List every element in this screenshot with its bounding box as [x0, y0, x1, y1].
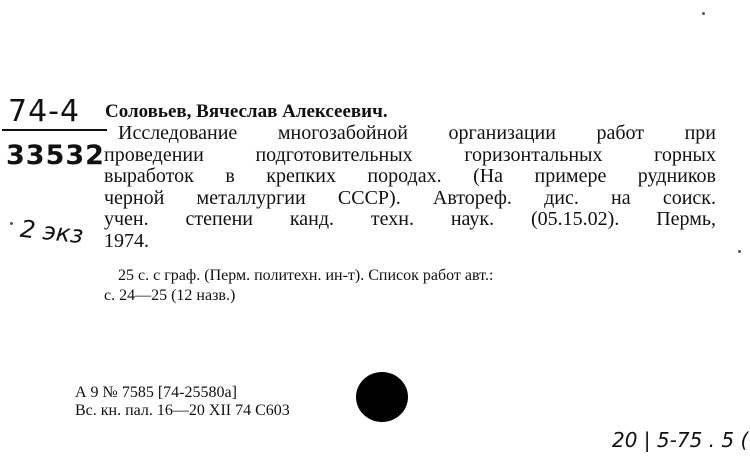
punch-hole	[356, 372, 408, 422]
notes-line: с. 24—25 (12 назв.)	[104, 287, 236, 304]
title-line: выработок в крепких породах. (На примере рудников	[104, 165, 716, 187]
call-number-underline	[2, 129, 107, 131]
title-line: 1974.	[104, 229, 149, 252]
title-line: черной металлургии СССР). Автореф. дис. на соиск.	[104, 186, 716, 209]
chamber-record: Вс. кн. пал. 16—20 XII 74 С603	[75, 402, 290, 419]
physical-description	[104, 266, 716, 306]
title-line: учен. степени канд. техн. наук. (05.15.02). Пермь,	[104, 208, 716, 230]
title-description	[104, 123, 716, 252]
title-line: Исследование многозабойной организации работ при	[118, 122, 716, 144]
scan-speck	[702, 12, 705, 15]
corner-handwritten-stamp: 20 | 5-75 . 5 (	[612, 428, 749, 452]
handwritten-copies-note: 2 экз	[18, 214, 85, 250]
notes-line: 25 с. с граф. (Перм. политехн. ин-т). Список работ авт.:	[118, 267, 494, 284]
registry-number: А 9 № 7585 [74-25580а]	[75, 384, 237, 401]
call-number-bottom: 33532	[6, 140, 105, 171]
registry-footer	[75, 384, 290, 420]
scan-speck	[738, 250, 741, 253]
call-number-top: 74-4	[8, 94, 81, 129]
title-line: проведении подготовительных горизонтальных горных	[104, 143, 716, 166]
scan-speck	[10, 222, 13, 225]
author-heading: Соловьев, Вячеслав Алексеевич.	[105, 101, 388, 122]
